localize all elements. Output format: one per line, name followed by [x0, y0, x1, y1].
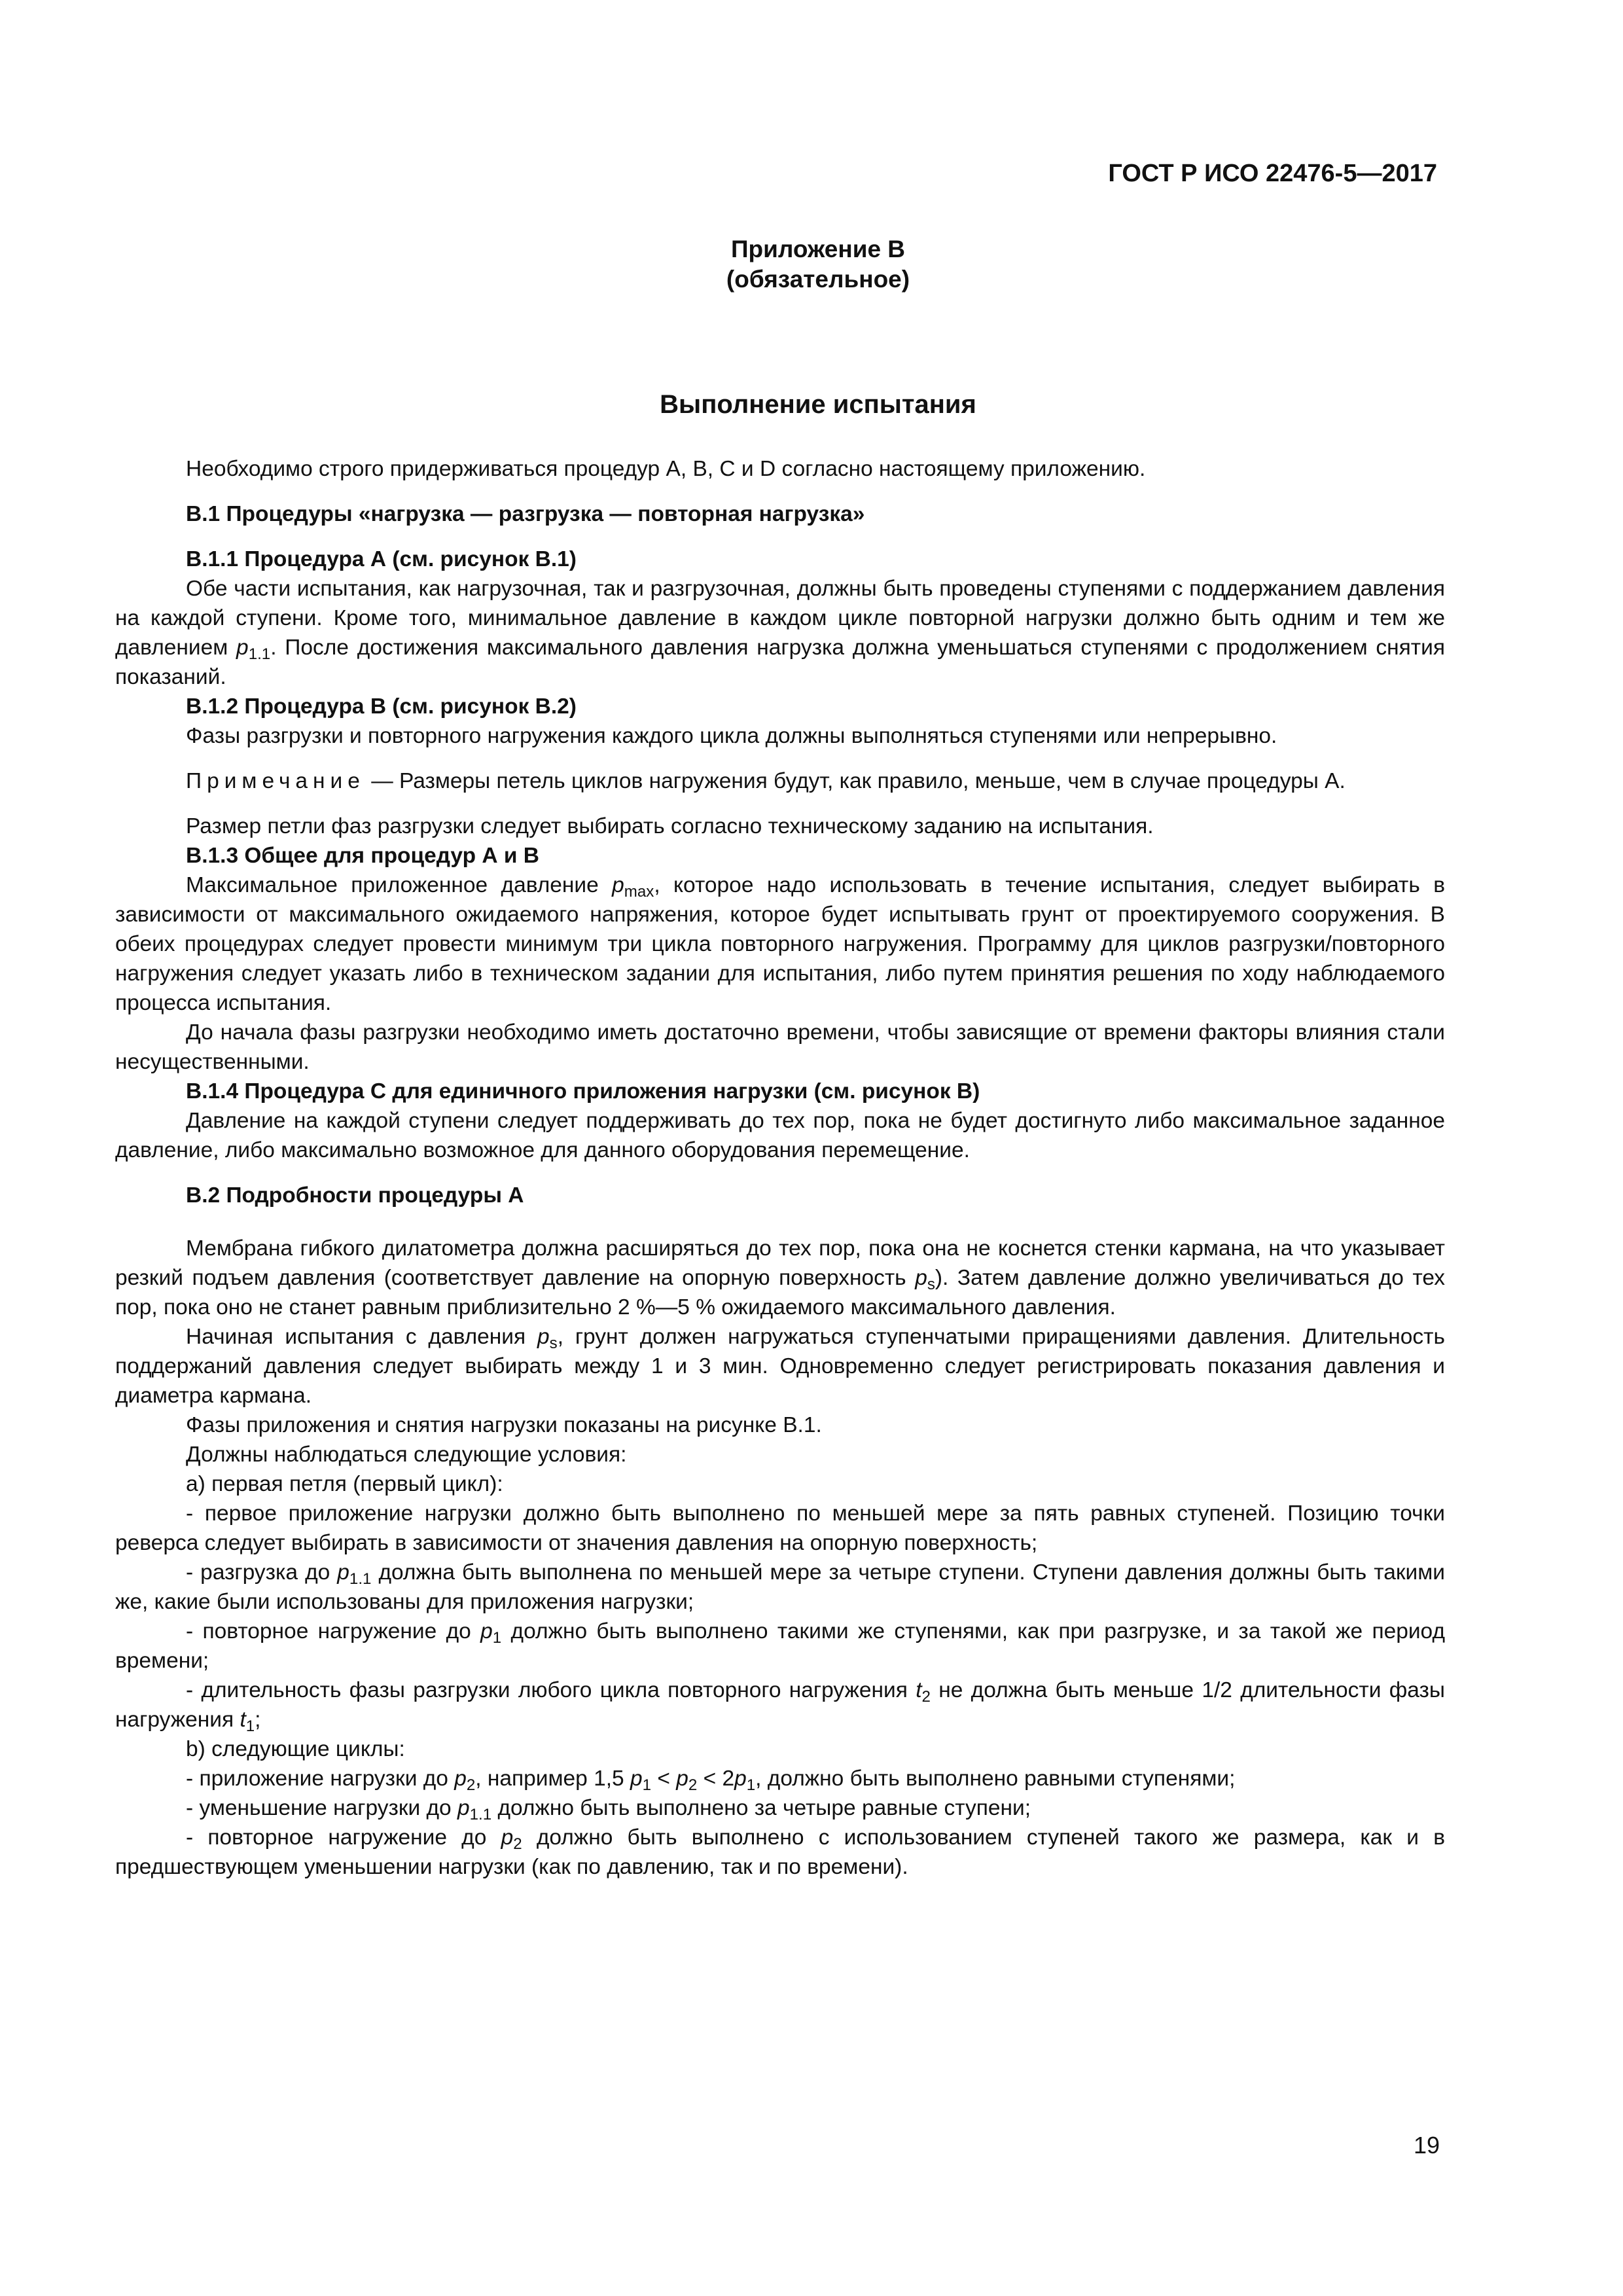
section-b14-heading: В.1.4 Процедура С для единичного приложения нагрузки (см. рисунок В) — [186, 1079, 980, 1103]
intro-paragraph: Необходимо строго придерживаться процедур А, В, С и D согласно настоящему приложению. — [186, 457, 1146, 481]
section-b12-note: Примечание — Размеры петель циклов нагружения будут, как правило, меньше, чем в случае процедуры А. — [186, 769, 1346, 793]
page-number: 19 — [1413, 2132, 1440, 2159]
list-b-item-3: - повторное нагружение до $p_2$ должно быть выполнено с использованием ступеней такого же размера, как и в предшествующем уменьшении нагрузки (как по давлению, так и по времени). — [115, 1825, 1445, 1879]
section-b12-heading: В.1.2 Процедура В (см. рисунок В.2) — [186, 694, 577, 719]
section-b12-paragraph: Фазы разгрузки и повторного нагружения каждого цикла должны выполняться ступенями или непрерывно. — [186, 724, 1277, 748]
section-b13-paragraph: Максимальное приложенное давление $p_{max}$, которое надо использовать в течение испытания, следует выбирать в зависимости от максимального ожидаемого напряжения, которое будет испытывать грунт от проектируемого сооружения. В обеих процедурах следует провести минимум три цикла повторного нагружения. Программу для циклов разгрузки/повторного нагружения следует указать либо в техническом задании для испытания, либо путем принятия решения по ходу наблюдаемого процесса испытания. — [115, 873, 1445, 1015]
list-a-item-3: - повторное нагружение до $p_1$ должно быть выполнено такими же ступенями, как при разгрузке, и за такой же период времени; — [115, 1619, 1445, 1673]
list-a-item-2: - разгрузка до $p_{1.1}$ должна быть выполнена по меньшей мере за четыре ступени. Ступени давления должны быть такими же, какие были использованы для приложения нагрузки; — [115, 1560, 1445, 1614]
section-b1-heading: В.1 Процедуры «нагрузка — разгрузка — повторная нагрузка» — [186, 502, 865, 526]
document-body — [115, 454, 1445, 1882]
appendix-title: Приложение В — [730, 236, 906, 262]
list-a-item-1: - первое приложение нагрузки должно быть выполнено по меньшей мере за пять равных ступеней. Позицию точки реверса следует выбирать в зависимости от значения давления на опорную поверхность; — [115, 1501, 1445, 1555]
appendix-status: (обязательное) — [726, 266, 910, 293]
section-b12-paragraph-2: Размер петли фаз разгрузки следует выбирать согласно техническому заданию на испытания. — [186, 814, 1154, 838]
section-b2-paragraph-2: Начиная испытания с давления $p_s$, грунт должен нагружаться ступенчатыми приращениями давления. Длительность поддержаний давления следует выбирать между 1 и 3 мин. Одновременно следует регистрировать показания давления и диаметра кармана. — [115, 1325, 1445, 1408]
note-label: Примечание — [186, 769, 365, 793]
page-title: Выполнение испытания — [660, 390, 976, 419]
section-b11-heading: В.1.1 Процедура А (см. рисунок В.1) — [186, 547, 577, 571]
section-b2-heading: В.2 Подробности процедуры А — [186, 1183, 524, 1208]
section-b2-paragraph-1: Мембрана гибкого дилатометра должна расширяться до тех пор, пока она не коснется стенки кармана, на что указывает резкий подъем давления (соответствует давление на опорную поверхность $p_s$). Затем давление должно увеличиваться до тех пор, пока оно не станет равным приблизительно 2 %—5 % ожидаемого максимального давления. — [115, 1236, 1446, 1319]
list-a-label: a) первая петля (первый цикл): — [186, 1472, 503, 1496]
section-b13-paragraph-2: До начала фазы разгрузки необходимо иметь достаточно времени, чтобы зависящие от времени факторы влияния стали несущественными. — [115, 1020, 1445, 1074]
appendix-heading — [654, 234, 982, 295]
section-b2-paragraph-3: Фазы приложения и снятия нагрузки показаны на рисунке В.1. — [186, 1413, 822, 1437]
list-b-item-1: - приложение нагрузки до $p_2$, например 1,5 $p_1 < p_2 < 2p_1$, должно быть выполнено равными ступенями; — [186, 1767, 1236, 1795]
document-header-standard: ГОСТ Р ИСО 22476-5—2017 — [1108, 160, 1437, 187]
list-b-item-2: - уменьшение нагрузки до $p_{1.1}$ должно быть выполнено за четыре равные ступени; — [186, 1796, 1031, 1824]
section-b14-paragraph: Давление на каждой ступени следует поддерживать до тех пор, пока не будет достигнуто либо максимальное заданное давление, либо максимально возможное для данного оборудования перемещение. — [115, 1109, 1445, 1162]
list-b-label: b) следующие циклы: — [186, 1737, 405, 1761]
list-a-item-4: - длительность фазы разгрузки любого цикла повторного нагружения $t_2$ не должна быть меньше 1/2 длительности фазы нагружения $t_1$; — [115, 1678, 1445, 1736]
section-b11-paragraph: Обе части испытания, как нагрузочная, так и разгрузочная, должны быть проведены ступенями с поддержанием давления на каждой ступени. Кроме того, минимальное давление в каждом цикле повторной нагрузки должно быть одним и тем же давлением $p_{1.1}$. После достижения максимального давления нагрузка должна уменьшаться ступенями с продолжением снятия показаний. — [115, 577, 1445, 689]
section-b2-paragraph-4: Должны наблюдаться следующие условия: — [186, 1443, 627, 1467]
section-b13-heading: В.1.3 Общее для процедур А и В — [186, 844, 539, 868]
